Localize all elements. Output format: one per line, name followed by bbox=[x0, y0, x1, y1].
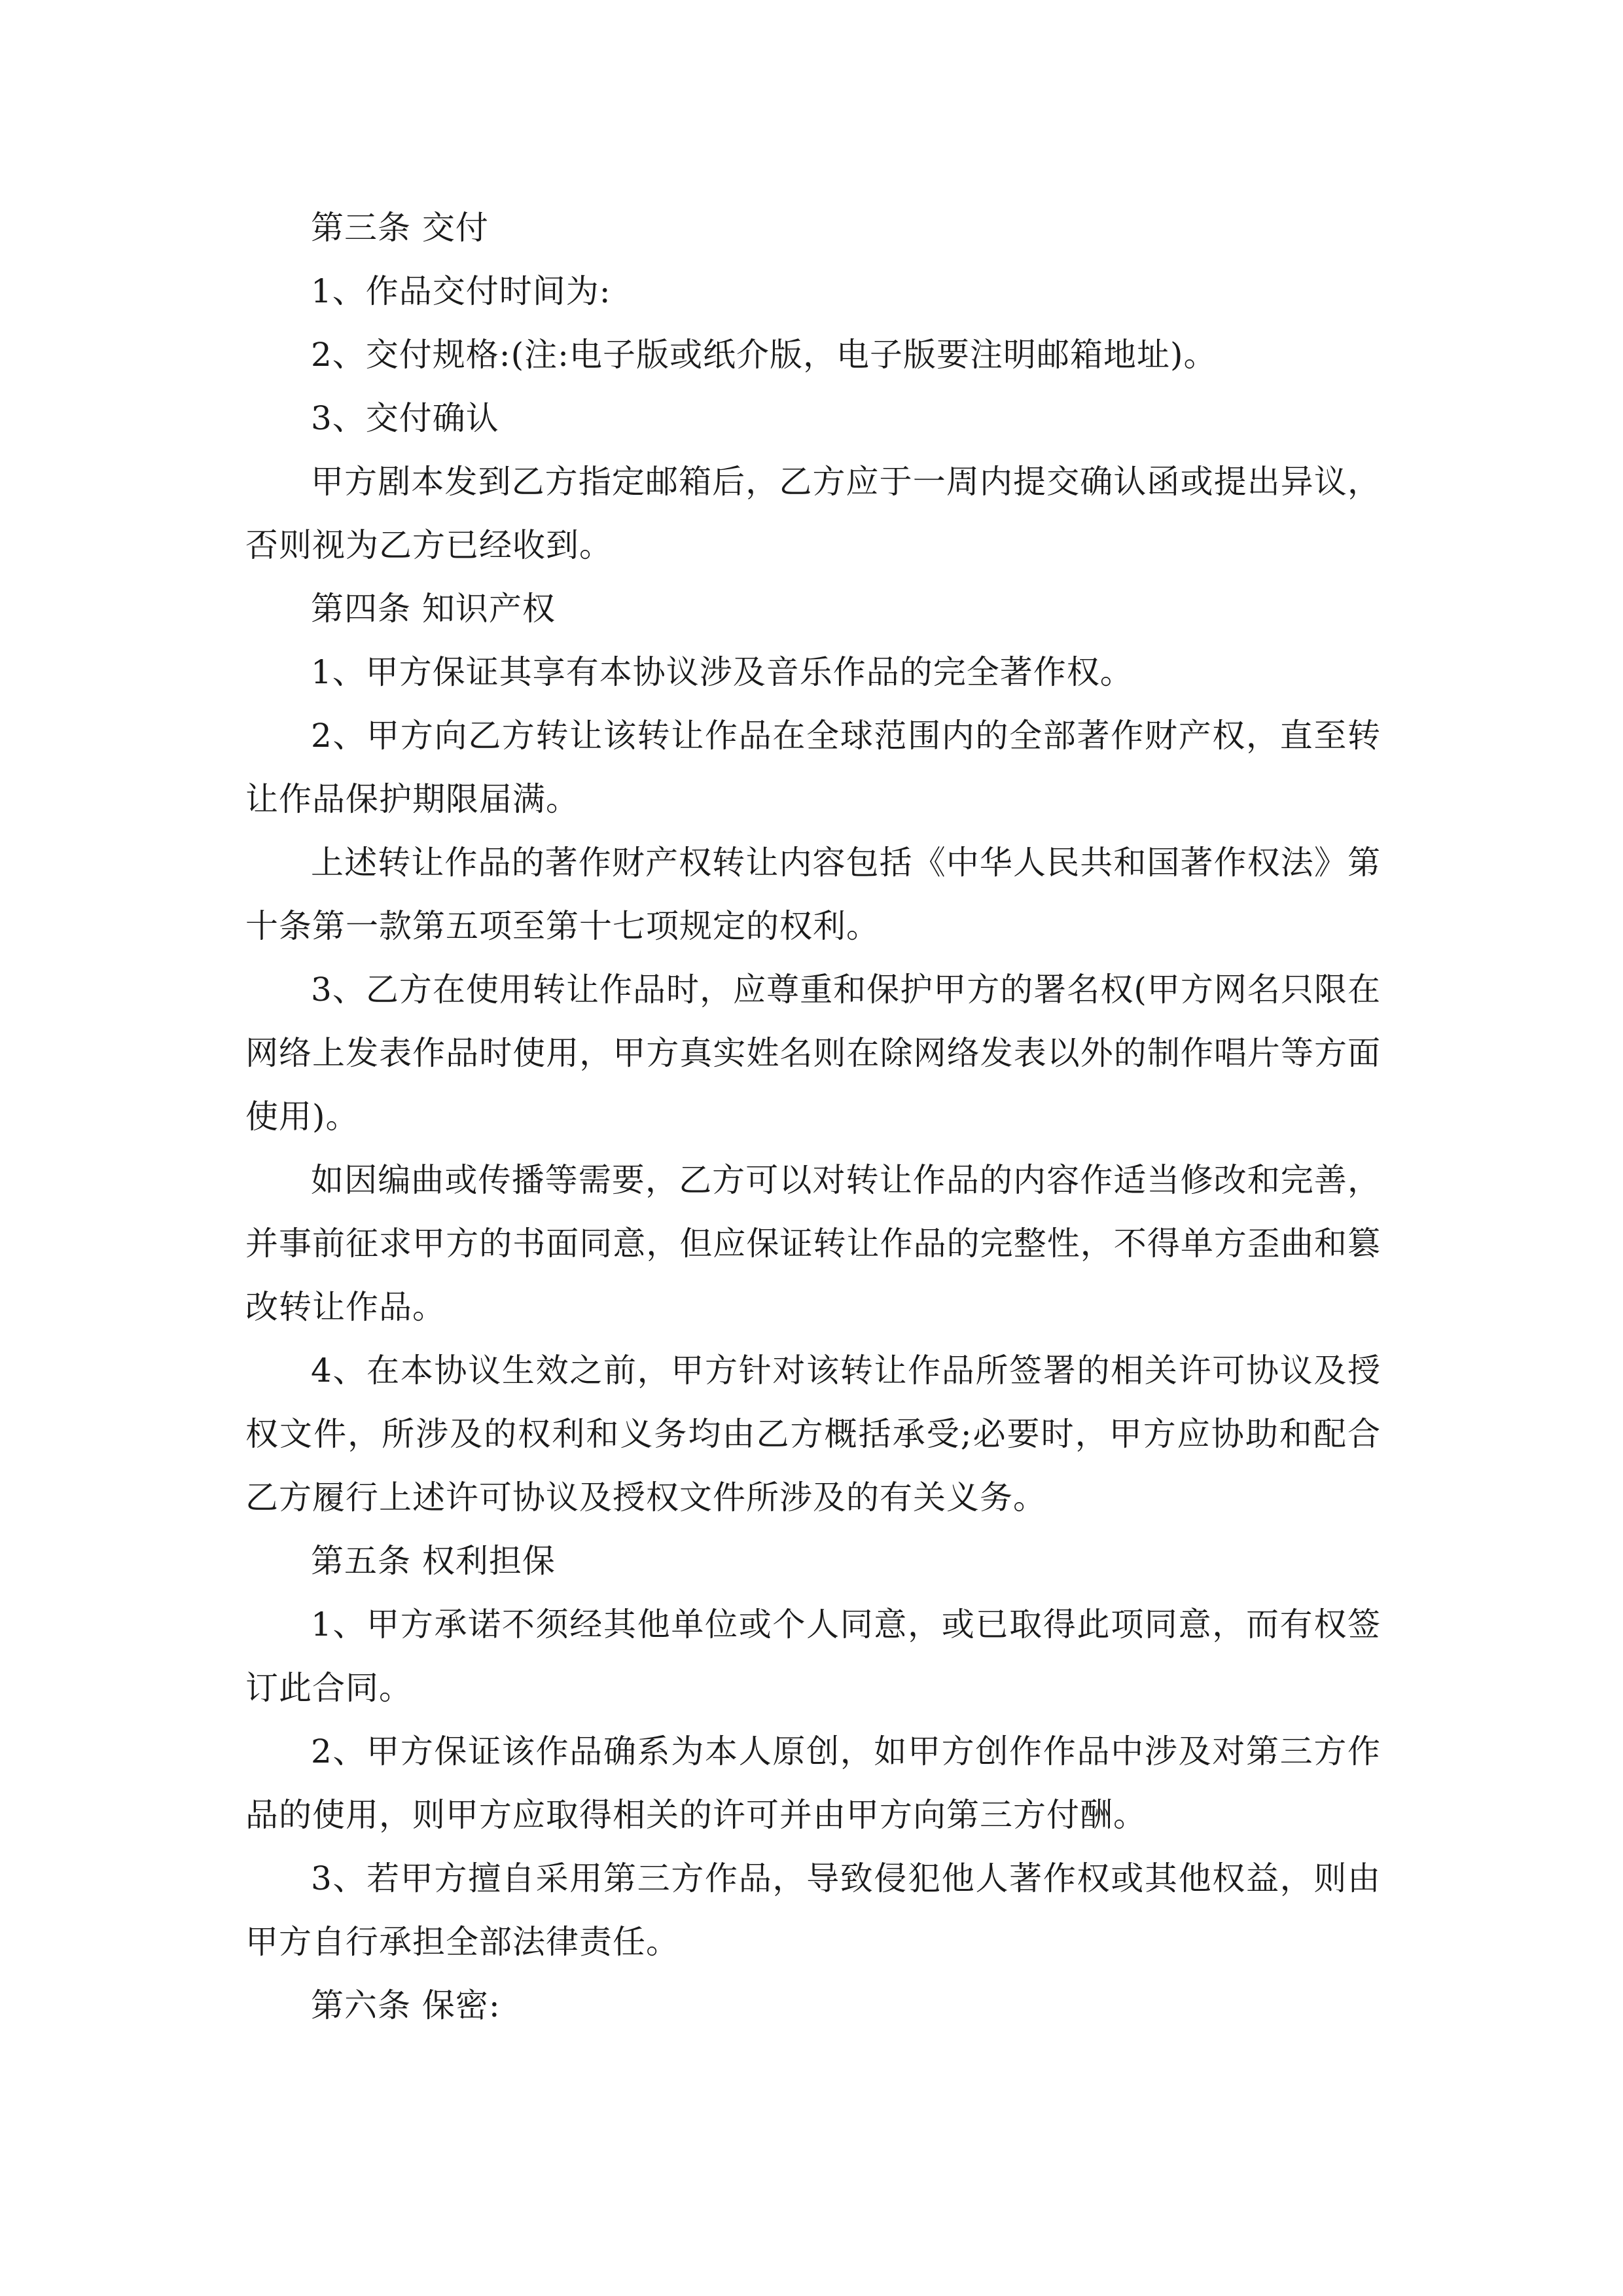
paragraph: 1、甲方保证其享有本协议涉及音乐作品的完全著作权。 bbox=[311, 653, 1133, 691]
paragraph: 3、乙方在使用转让作品时，应尊重和保护甲方的署名权(甲方网名只限在网络上发表作品时使用，甲方真实姓名则在除网络发表以外的制作唱片等方面使用)。 bbox=[245, 971, 1381, 1136]
section-heading-warranty: 第五条 权利担保 bbox=[311, 1542, 556, 1580]
paragraph: 3、若甲方擅自采用第三方作品，导致侵犯他人著作权或其他权益，则由甲方自行承担全部法律责任。 bbox=[245, 1859, 1381, 1961]
section-heading-confidentiality: 第六条 保密: bbox=[311, 1986, 501, 2024]
paragraph: 1、甲方承诺不须经其他单位或个人同意，或已取得此项同意，而有权签订此合同。 bbox=[245, 1605, 1381, 1707]
document-body bbox=[245, 196, 1381, 2037]
paragraph: 2、甲方向乙方转让该转让作品在全球范围内的全部著作财产权，直至转让作品保护期限届满。 bbox=[245, 717, 1381, 818]
paragraph: 4、在本协议生效之前，甲方针对该转让作品所签署的相关许可协议及授权文件，所涉及的权利和义务均由乙方概括承受;必要时，甲方应协助和配合乙方履行上述许可协议及授权文件所涉及的有关义务。 bbox=[245, 1352, 1381, 1516]
paragraph: 甲方剧本发到乙方指定邮箱后，乙方应于一周内提交确认函或提出异议，否则视为乙方已经收到。 bbox=[245, 463, 1381, 564]
paragraph: 1、作品交付时间为: bbox=[311, 272, 611, 310]
section-heading-delivery: 第三条 交付 bbox=[311, 209, 489, 247]
paragraph: 如因编曲或传播等需要，乙方可以对转让作品的内容作适当修改和完善，并事前征求甲方的书面同意，但应保证转让作品的完整性，不得单方歪曲和篡改转让作品。 bbox=[245, 1161, 1381, 1326]
section-heading-ip: 第四条 知识产权 bbox=[311, 590, 556, 628]
paragraph: 3、交付确认 bbox=[311, 399, 499, 437]
paragraph: 2、交付规格:(注:电子版或纸介版，电子版要注明邮箱地址)。 bbox=[311, 336, 1217, 374]
paragraph: 2、甲方保证该作品确系为本人原创，如甲方创作作品中涉及对第三方作品的使用，则甲方应取得相关的许可并由甲方向第三方付酬。 bbox=[245, 1732, 1381, 1834]
paragraph: 上述转让作品的著作财产权转让内容包括《中华人民共和国著作权法》第十条第一款第五项至第十七项规定的权利。 bbox=[245, 844, 1381, 945]
